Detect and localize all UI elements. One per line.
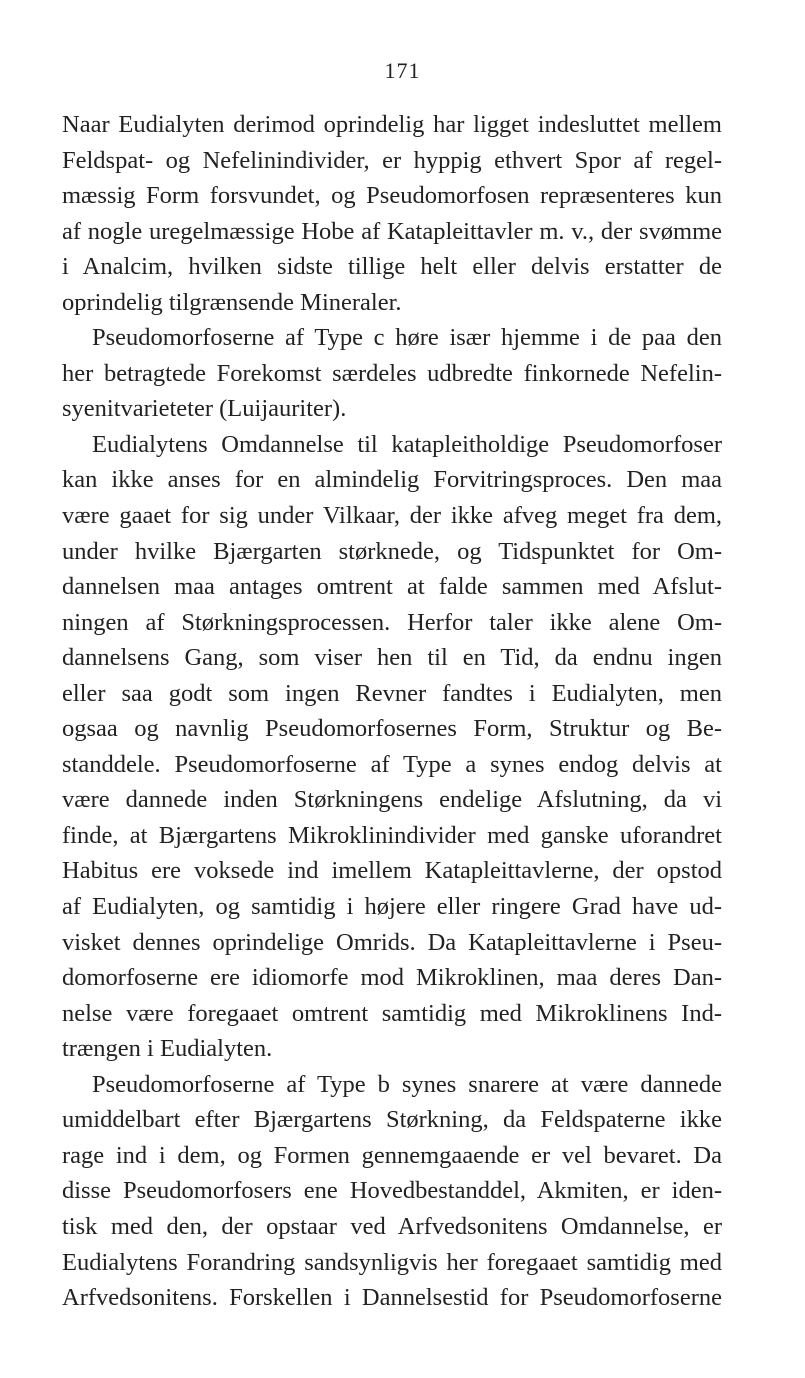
text-line: domorfoserne ere idiomorfe mod Mikroklinen, maa deres Dan- (62, 964, 722, 992)
text-line: Habitus ere voksede ind imellem Katapleittavlerne, der opstod (62, 857, 722, 885)
text-line: være dannede inden Størkningens endelige Afslutning, da vi (62, 786, 722, 814)
text-line: disse Pseudomorfosers ene Hovedbestanddel, Akmiten, er iden- (62, 1177, 722, 1205)
text-line: Feldspat- og Nefelinindivider, er hyppig ethvert Spor af regel- (62, 146, 722, 174)
text-line: under hvilke Bjærgarten størknede, og Tidspunktet for Om- (62, 537, 722, 565)
text-line: tisk med den, der opstaar ved Arfvedsonitens Omdannelse, er (62, 1212, 722, 1240)
text-line: umiddelbart efter Bjærgartens Størkning, da Feldspaterne ikke (62, 1106, 722, 1134)
text-line: rage ind i dem, og Formen gennemgaaende er vel bevaret. Da (62, 1141, 722, 1169)
text-line: syenitvarieteter (Luijauriter). (62, 395, 347, 423)
text-line: visket dennes oprindelige Omrids. Da Katapleittavlerne i Pseu- (62, 928, 722, 956)
text-line: dannelsens Gang, som viser hen til en Tid, da endnu ingen (62, 644, 722, 672)
text-line: af Eudialyten, og samtidig i højere eller ringere Grad have ud- (62, 893, 722, 921)
text-line: trængen i Eudialyten. (62, 1035, 273, 1063)
text-line: kan ikke anses for en almindelig Forvitringsproces. Den maa (62, 466, 722, 494)
text-line: nelse være foregaaet omtrent samtidig med Mikroklinens Ind- (62, 999, 722, 1027)
body-text (62, 107, 722, 1316)
text-line: ningen af Størkningsprocessen. Herfor taler ikke alene Om- (62, 608, 722, 636)
text-line: finde, at Bjærgartens Mikroklinindivider med ganske uforandret (62, 821, 722, 849)
text-line: Naar Eudialyten derimod oprindelig har ligget indesluttet mellem (62, 111, 722, 138)
text-line: være gaaet for sig under Vilkaar, der ikke afveg meget fra dem, (62, 502, 722, 530)
text-line: Eudialytens Forandring sandsynligvis her foregaaet samtidig med (62, 1248, 722, 1276)
text-line: oprindelig tilgrænsende Mineraler. (62, 288, 402, 316)
page-number: 171 (384, 58, 421, 83)
text-line: i Analcim, hvilken sidste tillige helt eller delvis erstatter de (62, 253, 722, 281)
text-line: af nogle uregelmæssige Hobe af Katapleittavler m. v., der svømme (62, 217, 722, 245)
text-line: dannelsen maa antages omtrent at falde sammen med Afslut- (62, 573, 722, 601)
text-line: Pseudomorfoserne af Type b synes snarere at være dannede (92, 1070, 722, 1098)
text-line: Pseudomorfoserne af Type c høre især hjemme i de paa den (92, 324, 722, 352)
text-line: standdele. Pseudomorfoserne af Type a synes endog delvis at (62, 750, 722, 778)
text-line: her betragtede Forekomst særdeles udbredte finkornede Nefelin- (62, 359, 722, 387)
text-line: mæssig Form forsvundet, og Pseudomorfosen repræsenteres kun (62, 182, 722, 210)
text-line: ogsaa og navnlig Pseudomorfosernes Form, Struktur og Be- (62, 715, 722, 743)
text-line: Arfvedsonitens. Forskellen i Dannelsestid for Pseudomorfoserne (62, 1284, 722, 1312)
text-line: Eudialytens Omdannelse til katapleitholdige Pseudomorfoser (92, 430, 722, 458)
text-line: eller saa godt som ingen Revner fandtes i Eudialyten, men (62, 679, 722, 707)
